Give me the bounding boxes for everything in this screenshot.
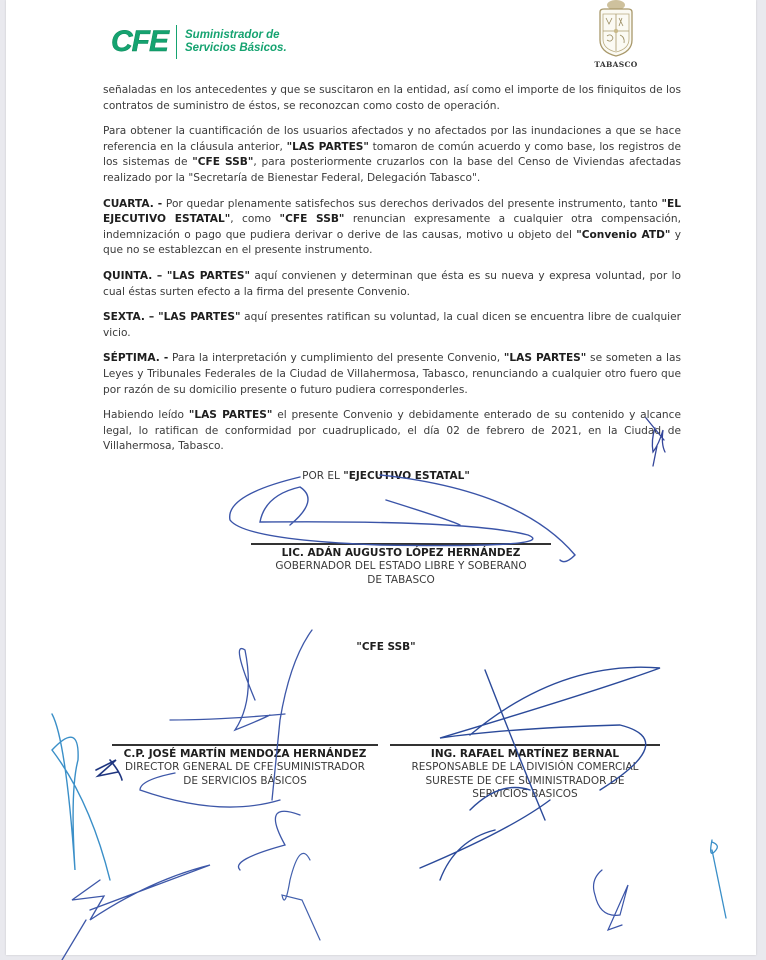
cfe-logo-mark: CFE	[111, 25, 168, 58]
paragraph-text: renuncian expresamente a cualquier otra compensación, indemnización o pago que pudiera derivar o derive de las causas, motivo u objeto del	[103, 213, 681, 241]
cfe-logo-line1: Suministrador de	[185, 29, 280, 41]
paragraph-text: aquí presentes ratifican su voluntad, la cual dicen se encuentra libre de cualquier vicio.	[103, 311, 681, 339]
clause-paragraph	[103, 310, 681, 341]
paragraph-text: aquí convienen y determinan que ésta es su nueva y expresa voluntad, por lo cual éstas surten efecto a la firma del presente Convenio.	[103, 269, 681, 298]
responsable-name: ING. RAFAEL MARTÍNEZ BERNAL	[430, 747, 620, 760]
clause-paragraph	[103, 124, 681, 186]
governor-title-line2: DE TABASCO	[367, 573, 435, 586]
governor-title-line1: GOBERNADOR DEL ESTADO LIBRE Y SOBERANO	[275, 560, 527, 572]
clause-paragraph	[103, 197, 681, 259]
por-el-prefix: POR EL	[302, 470, 344, 482]
clause-paragraph	[103, 269, 681, 300]
governor-name: LIC. ADÁN AUGUSTO LÓPEZ HERNÁNDEZ	[281, 546, 521, 559]
bold-term: "LAS PARTES"	[503, 352, 587, 365]
clause-paragraph	[103, 83, 681, 114]
bold-term: SEXTA. – "LAS PARTES"	[103, 311, 241, 324]
signature-line	[390, 744, 660, 746]
por-el-heading	[276, 470, 496, 482]
paragraph-text: tomaron de común acuerdo y como base, los registros de los sistemas de	[103, 140, 682, 169]
bold-term: "CFE SSB"	[279, 213, 345, 226]
signature-line	[112, 744, 378, 746]
responsable-title-line1: RESPONSABLE DE LA DIVISIÓN COMERCIAL	[411, 761, 639, 773]
cfe-logo-line2: Servicios Básicos.	[185, 42, 287, 54]
tabasco-seal	[586, 0, 646, 76]
responsable-title-line3: SERVICIOS BASICOS	[472, 788, 578, 800]
document-body	[103, 83, 681, 465]
bold-term: "LAS PARTES"	[286, 140, 369, 153]
paragraph-text: se someten a las Leyes y Tribunales Federales de la Ciudad de Villahermosa, Tabasco, renunciando a cualquier otro fuero que por razón de su domicilio presente o futuro pudiera corresponderles.	[103, 352, 681, 396]
document-page	[6, 0, 756, 955]
paragraph-text: , como	[230, 213, 280, 226]
paragraph-text: señaladas en los antecedentes y que se suscitaron en la entidad, así como el importe de los finiquitos de los contratos de suministro de éstos, se reconozcan como costo de operación.	[103, 84, 681, 112]
bold-term: SÉPTIMA. -	[103, 352, 169, 365]
bold-term: "LAS PARTES"	[188, 409, 273, 422]
clause-paragraph	[103, 408, 681, 455]
bold-term: "CFE SSB"	[192, 156, 254, 169]
bold-term: "Convenio ATD"	[576, 228, 671, 241]
director-title-line1: DIRECTOR GENERAL DE CFE SUMINISTRADOR	[125, 761, 365, 773]
por-el-party: "EJECUTIVO ESTATAL"	[343, 470, 470, 482]
director-title-line2: DE SERVICIOS BÁSICOS	[183, 774, 307, 787]
director-name: C.P. JOSÉ MARTÍN MENDOZA HERNÁNDEZ	[123, 747, 367, 760]
paragraph-text: Habiendo leído	[103, 409, 189, 422]
paragraph-text: Para la interpretación y cumplimiento del presente Convenio,	[168, 352, 504, 365]
logo-divider	[176, 25, 177, 59]
signature-line	[251, 543, 551, 545]
tabasco-coat-of-arms-icon	[596, 0, 636, 58]
cfe-ssb-heading: "CFE SSB"	[356, 641, 416, 653]
paragraph-text: el presente Convenio y debidamente enterado de su contenido y alcance legal, lo ratifican de conformidad por cuadruplicado, el día 02 de febrero de 2021, en la Ciudad de Villahermosa, Tabasco.	[103, 409, 681, 453]
cfe-logo-text	[185, 29, 287, 55]
responsable-signature-block	[390, 744, 660, 802]
cfe-logo	[111, 22, 287, 62]
bold-term: QUINTA. – "LAS PARTES"	[103, 269, 250, 282]
director-signature-block	[112, 744, 378, 788]
paragraph-text: Por quedar plenamente satisfechos sus derechos derivados del presente instrumento, tanto	[162, 197, 662, 210]
bold-term: CUARTA. -	[103, 197, 163, 210]
governor-signature-block	[251, 543, 551, 587]
seal-label: TABASCO	[594, 60, 638, 69]
clause-paragraph	[103, 351, 681, 398]
responsable-title-line2: SURESTE DE CFE SUMINISTRADOR DE	[425, 774, 625, 787]
bold-term: "EL EJECUTIVO ESTATAL"	[103, 197, 681, 226]
paragraph-text: Para obtener la cuantificación de los usuarios afectados y no afectados por las inundaciones a que se hace referencia en la cláusula anterior,	[103, 125, 681, 153]
paragraph-text: , para posteriormente cruzarlos con la base del Censo de Viviendas afectadas realizado por la "Secretaría de Bienestar Federal, Delegación Tabasco".	[103, 156, 681, 184]
paragraph-text: y que no se establezcan en el presente instrumento.	[103, 228, 681, 257]
